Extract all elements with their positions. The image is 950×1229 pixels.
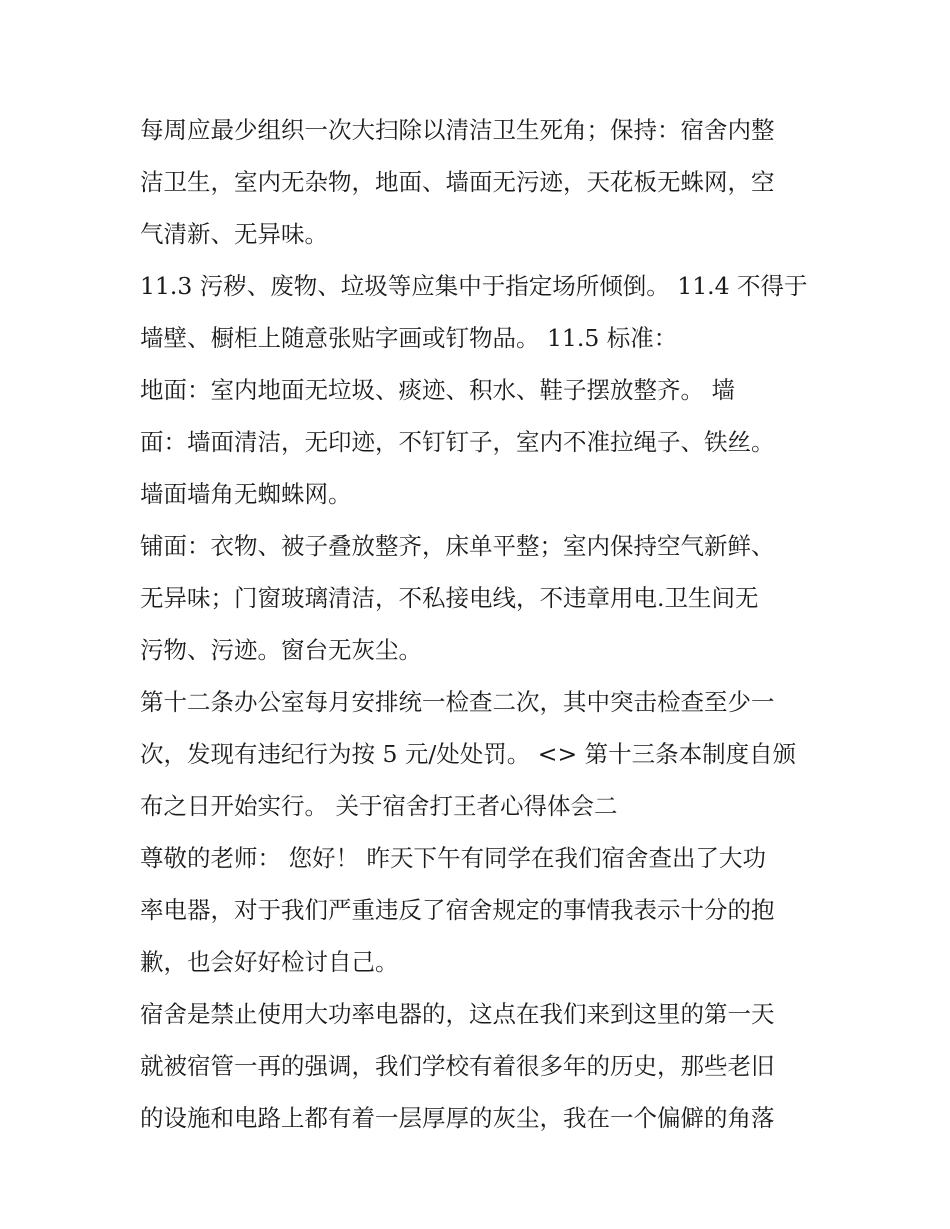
- text-line: 歉，也会好好检讨自己。: [140, 948, 399, 976]
- text-line: 无异味；门窗玻璃清洁，不私接电线，不违章用电.卫生间无: [140, 584, 759, 612]
- text-line: 墙壁、橱柜上随意张贴字画或钉物品。 11.5 标准：: [140, 324, 678, 352]
- document-body: [140, 104, 830, 1144]
- text-line: 就被宿管一再的强调，我们学校有着很多年的历史，那些老旧: [140, 1052, 775, 1080]
- text-line: 污物、污迹。窗台无灰尘。: [140, 636, 422, 664]
- text-line: 洁卫生，室内无杂物，地面、墙面无污迹，天花板无蛛网，空: [140, 168, 775, 196]
- text-line: 的设施和电路上都有着一层厚厚的灰尘，我在一个偏僻的角落: [140, 1104, 775, 1132]
- text-line: 每周应最少组织一次大扫除以清洁卫生死角；保持：宿舍内整: [140, 116, 775, 144]
- text-line: 气清新、无异味。: [140, 220, 328, 248]
- text-line: 次，发现有违纪行为按 5 元/处处罚。 <> 第十三条本制度自颁: [140, 740, 797, 768]
- text-line: 地面：室内地面无垃圾、痰迹、积水、鞋子摆放整齐。 墙: [140, 376, 735, 404]
- text-line: 第十二条办公室每月安排统一检查二次，其中突击检查至少一: [140, 688, 775, 716]
- text-line: 宿舍是禁止使用大功率电器的，这点在我们来到这里的第一天: [140, 1000, 775, 1028]
- text-line: 布之日开始实行。 关于宿舍打王者心得体会二: [140, 792, 618, 820]
- text-line: 率电器，对于我们严重违反了宿舍规定的事情我表示十分的抱: [140, 896, 775, 924]
- text-line: 墙面墙角无蜘蛛网。: [140, 480, 352, 508]
- text-line: 面：墙面清洁，无印迹，不钉钉子，室内不准拉绳子、铁丝。: [140, 428, 775, 456]
- text-line: 尊敬的老师： 您好！ 昨天下午有同学在我们宿舍查出了大功: [140, 844, 766, 872]
- text-line: 铺面：衣物、被子叠放整齐，床单平整；室内保持空气新鲜、: [140, 532, 775, 560]
- text-line: 11.3 污秽、废物、垃圾等应集中于指定场所倾倒。 11.4 不得于: [140, 272, 808, 300]
